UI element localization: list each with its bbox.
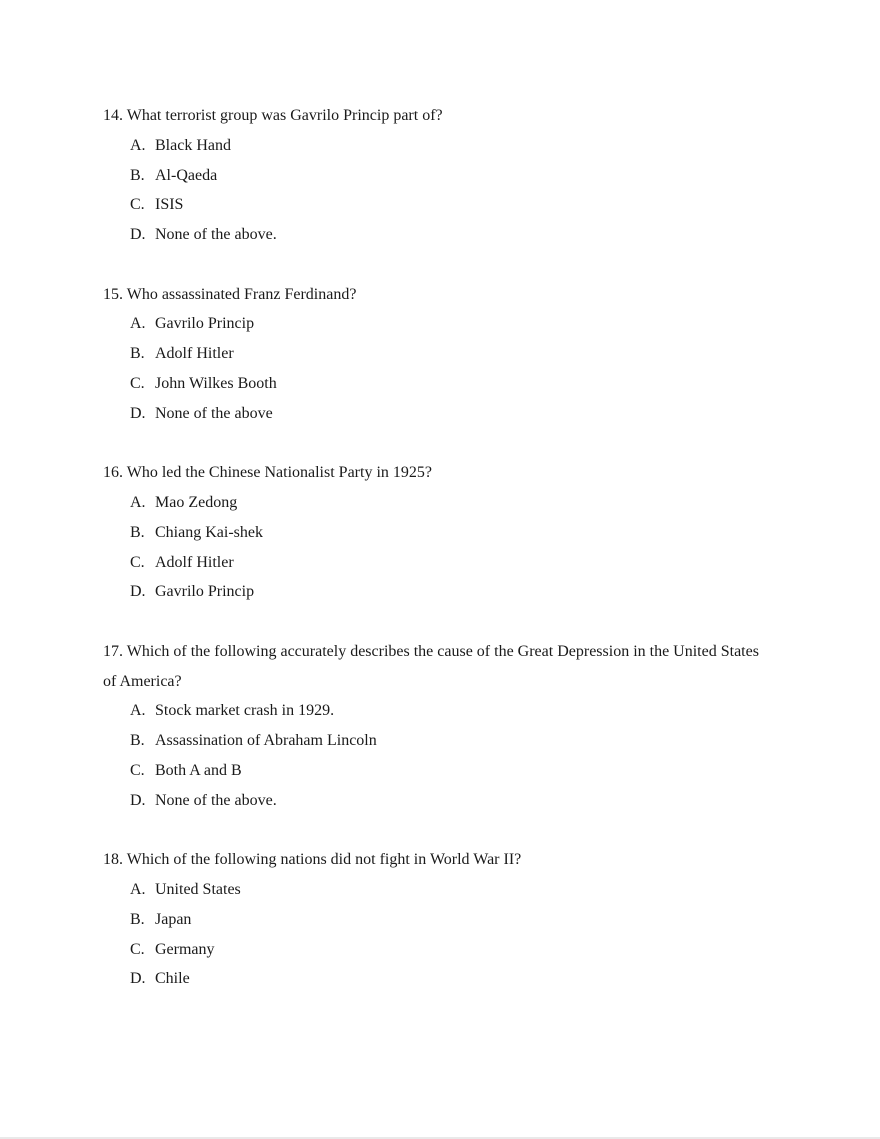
question-prompt: What terrorist group was Gavrilo Princip part of? xyxy=(126,107,443,124)
option-a xyxy=(130,131,773,161)
option-text: None of the above. xyxy=(155,226,277,244)
option-d xyxy=(130,964,773,994)
option-b xyxy=(130,339,773,369)
option-letter: D. xyxy=(130,226,146,244)
option-letter: C. xyxy=(130,761,145,779)
question-prompt: Who led the Chinese Nationalist Party in 1925? xyxy=(126,464,432,482)
option-d xyxy=(130,220,773,250)
option-letter: C. xyxy=(130,940,145,958)
option-text: Mao Zedong xyxy=(155,493,238,511)
option-d xyxy=(130,577,773,607)
option-text: Assassination of Abraham Lincoln xyxy=(155,732,377,750)
option-letter: D. xyxy=(130,970,146,988)
question-prompt: Which of the following accurately describes the cause of the Great Depression in the United States of America? xyxy=(103,642,759,690)
question-15 xyxy=(103,280,773,429)
option-text: Al-Qaeda xyxy=(155,166,218,184)
option-c xyxy=(130,935,773,965)
option-list xyxy=(103,696,773,815)
question-number: 14. xyxy=(103,107,123,124)
question-14 xyxy=(103,101,773,250)
option-letter: B. xyxy=(130,166,145,184)
option-list xyxy=(103,488,773,607)
option-a xyxy=(130,309,773,339)
option-list xyxy=(103,875,773,994)
question-text xyxy=(103,637,773,697)
question-17 xyxy=(103,637,773,816)
option-text: Chiang Kai-shek xyxy=(155,523,263,541)
option-text: Japan xyxy=(155,910,192,928)
quiz-content xyxy=(103,101,773,1024)
option-a xyxy=(130,696,773,726)
option-b xyxy=(130,518,773,548)
option-text: United States xyxy=(155,880,241,898)
option-b xyxy=(130,726,773,756)
option-d xyxy=(130,786,773,816)
option-text: Adolf Hitler xyxy=(155,345,234,363)
option-b xyxy=(130,161,773,191)
option-letter: D. xyxy=(130,404,146,422)
option-c xyxy=(130,756,773,786)
option-letter: B. xyxy=(130,523,145,541)
option-b xyxy=(130,905,773,935)
option-a xyxy=(130,488,773,518)
option-text: Both A and B xyxy=(155,761,242,779)
question-prompt: Which of the following nations did not fight in World War II? xyxy=(126,851,522,869)
option-d xyxy=(130,399,773,429)
question-number: 15. xyxy=(103,285,123,303)
option-text: John Wilkes Booth xyxy=(155,374,277,392)
question-prompt: Who assassinated Franz Ferdinand? xyxy=(126,285,357,303)
option-letter: A. xyxy=(130,880,146,898)
option-text: ISIS xyxy=(155,196,184,214)
question-text xyxy=(103,280,773,310)
question-text xyxy=(103,101,773,131)
option-text: Adolf Hitler xyxy=(155,553,234,571)
option-letter: D. xyxy=(130,583,146,601)
option-letter: A. xyxy=(130,702,146,720)
question-18 xyxy=(103,845,773,994)
option-text: None of the above xyxy=(155,404,273,422)
question-text xyxy=(103,845,773,875)
option-letter: A. xyxy=(130,493,146,511)
option-letter: A. xyxy=(130,136,146,154)
question-number: 17. xyxy=(103,642,123,660)
option-text: Gavrilo Princip xyxy=(155,583,255,601)
option-text: Chile xyxy=(155,970,190,988)
option-c xyxy=(130,190,773,220)
question-number: 16. xyxy=(103,464,123,482)
option-list xyxy=(103,309,773,428)
option-c xyxy=(130,369,773,399)
option-text: Gavrilo Princip xyxy=(155,315,255,333)
option-list xyxy=(103,131,773,250)
question-16 xyxy=(103,458,773,607)
option-letter: C. xyxy=(130,553,145,571)
option-letter: B. xyxy=(130,910,145,928)
option-letter: D. xyxy=(130,791,146,809)
option-a xyxy=(130,875,773,905)
option-text: Black Hand xyxy=(155,136,231,154)
option-text: None of the above. xyxy=(155,791,277,809)
option-text: Germany xyxy=(155,940,215,958)
option-letter: A. xyxy=(130,315,146,333)
option-text: Stock market crash in 1929. xyxy=(155,702,335,720)
option-c xyxy=(130,548,773,578)
question-text xyxy=(103,458,773,488)
question-number: 18. xyxy=(103,851,123,869)
option-letter: B. xyxy=(130,732,145,750)
option-letter: B. xyxy=(130,345,145,363)
option-letter: C. xyxy=(130,374,145,392)
option-letter: C. xyxy=(130,196,145,214)
